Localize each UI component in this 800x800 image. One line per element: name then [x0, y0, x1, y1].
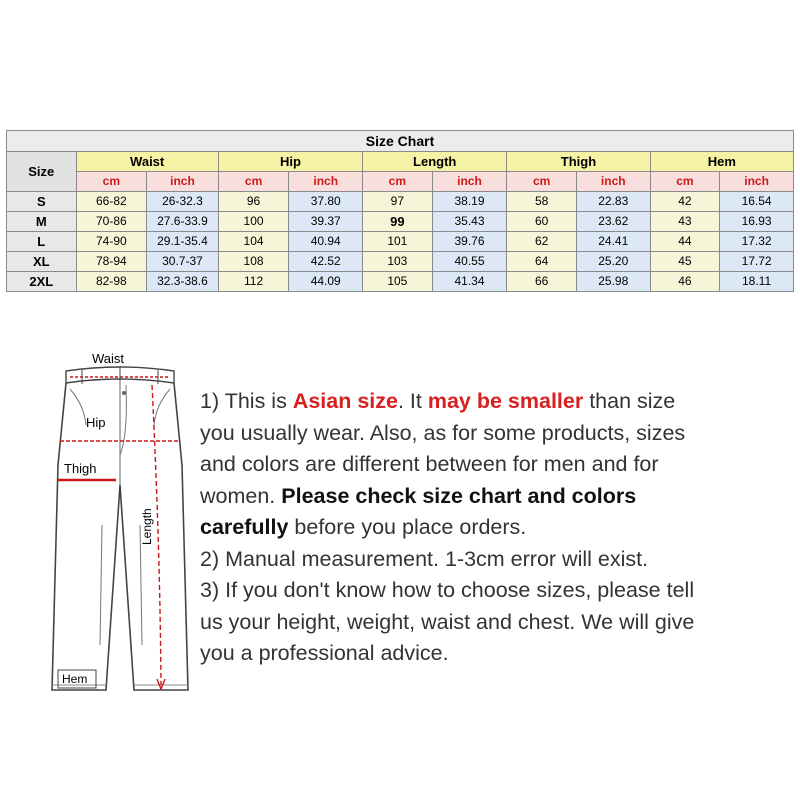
- table-cell: 42.52: [289, 252, 363, 272]
- size-column-header: Size: [7, 152, 77, 192]
- size-label: 2XL: [7, 272, 77, 292]
- table-cell: 44: [650, 232, 720, 252]
- hip-label: Hip: [86, 415, 106, 430]
- table-cell: 104: [218, 232, 289, 252]
- table-row: [7, 192, 794, 212]
- group-header-length: Length: [363, 152, 507, 172]
- table-cell: 26-32.3: [147, 192, 219, 212]
- table-cell: 39.37: [289, 212, 363, 232]
- size-label: M: [7, 212, 77, 232]
- note-text: before you place orders.: [288, 515, 527, 539]
- table-cell: 96: [218, 192, 289, 212]
- table-cell: 16.54: [720, 192, 794, 212]
- asian-size-highlight: Asian size: [292, 389, 398, 413]
- size-chart-title: Size Chart: [7, 131, 794, 152]
- carefully-emphasis: carefully: [200, 515, 289, 539]
- table-cell: 30.7-37: [147, 252, 219, 272]
- table-cell: 27.6-33.9: [147, 212, 219, 232]
- table-cell: 40.55: [432, 252, 507, 272]
- pants-outline-icon: [40, 345, 190, 705]
- length-label: Length: [140, 508, 154, 545]
- table-cell: 25.20: [576, 252, 650, 272]
- table-cell: 45: [650, 252, 720, 272]
- note-3-line-3: you a professional advice.: [200, 641, 449, 665]
- table-cell: 66: [507, 272, 577, 292]
- table-cell: 112: [218, 272, 289, 292]
- table-cell: 18.11: [720, 272, 794, 292]
- table-cell: 97: [363, 192, 433, 212]
- note-text: 1) This is: [200, 389, 293, 413]
- table-row: [7, 252, 794, 272]
- waist-label: Waist: [92, 351, 125, 366]
- size-chart-table: [6, 130, 794, 292]
- note-3-line-2: us your height, weight, waist and chest. We will give: [200, 609, 695, 634]
- table-row: [7, 272, 794, 292]
- table-cell: 17.72: [720, 252, 794, 272]
- note-text: than size: [583, 389, 676, 413]
- table-cell: 23.62: [576, 212, 650, 232]
- table-cell: 39.76: [432, 232, 507, 252]
- table-cell: 66-82: [76, 192, 147, 212]
- table-cell: 40.94: [289, 232, 363, 252]
- size-label: L: [7, 232, 77, 252]
- table-cell: 99: [363, 212, 433, 232]
- unit-header: inch: [289, 172, 363, 192]
- table-cell: 108: [218, 252, 289, 272]
- table-cell: 82-98: [76, 272, 147, 292]
- check-size-chart-emphasis: Please check size chart and colors: [281, 483, 637, 508]
- note-2: 2) Manual measurement. 1-3cm error will exist.: [200, 546, 649, 571]
- table-cell: 29.1-35.4: [147, 232, 219, 252]
- note-text: . It: [397, 389, 428, 413]
- table-cell: 16.93: [720, 212, 794, 232]
- unit-header: cm: [218, 172, 289, 192]
- group-header-thigh: Thigh: [507, 152, 650, 172]
- table-cell: 43: [650, 212, 720, 232]
- table-cell: 64: [507, 252, 577, 272]
- table-cell: 25.98: [576, 272, 650, 292]
- unit-header: cm: [363, 172, 433, 192]
- group-header-hem: Hem: [650, 152, 793, 172]
- note-1-line-5: [200, 512, 800, 544]
- unit-header: cm: [507, 172, 577, 192]
- table-cell: 46: [650, 272, 720, 292]
- table-cell: 103: [363, 252, 433, 272]
- size-label: XL: [7, 252, 77, 272]
- note-1-line-4: [200, 481, 800, 513]
- table-row: [7, 232, 794, 252]
- table-cell: 37.80: [289, 192, 363, 212]
- thigh-label: Thigh: [64, 461, 97, 476]
- table-cell: 41.34: [432, 272, 507, 292]
- note-3-line-1: 3) If you don't know how to choose sizes, please tell: [200, 578, 695, 602]
- unit-header: inch: [147, 172, 219, 192]
- table-cell: 78-94: [76, 252, 147, 272]
- note-1-line-3: and colors are different between for men and for: [200, 452, 659, 476]
- table-cell: 22.83: [576, 192, 650, 212]
- note-text: women.: [200, 483, 282, 508]
- table-cell: 60: [507, 212, 577, 232]
- unit-header: inch: [576, 172, 650, 192]
- unit-header: cm: [650, 172, 720, 192]
- table-cell: 58: [507, 192, 577, 212]
- unit-header: cm: [76, 172, 147, 192]
- table-cell: 42: [650, 192, 720, 212]
- group-header-hip: Hip: [218, 152, 362, 172]
- table-cell: 44.09: [289, 272, 363, 292]
- unit-header: inch: [432, 172, 507, 192]
- table-cell: 100: [218, 212, 289, 232]
- size-notes: [200, 386, 800, 670]
- table-cell: 32.3-38.6: [147, 272, 219, 292]
- table-cell: 101: [363, 232, 433, 252]
- table-cell: 74-90: [76, 232, 147, 252]
- table-row: [7, 212, 794, 232]
- may-be-smaller-highlight: may be smaller: [427, 389, 584, 413]
- table-cell: 70-86: [76, 212, 147, 232]
- table-cell: 17.32: [720, 232, 794, 252]
- size-label: S: [7, 192, 77, 212]
- note-1-line-2: you usually wear. Also, as for some products, sizes: [200, 420, 686, 445]
- hem-label: Hem: [62, 672, 88, 686]
- group-header-waist: Waist: [76, 152, 218, 172]
- table-cell: 105: [363, 272, 433, 292]
- pants-measurement-diagram: [40, 345, 190, 705]
- unit-header: inch: [720, 172, 794, 192]
- note-1-line-1: [200, 386, 800, 418]
- table-cell: 62: [507, 232, 577, 252]
- table-cell: 24.41: [576, 232, 650, 252]
- table-cell: 35.43: [432, 212, 507, 232]
- table-cell: 38.19: [432, 192, 507, 212]
